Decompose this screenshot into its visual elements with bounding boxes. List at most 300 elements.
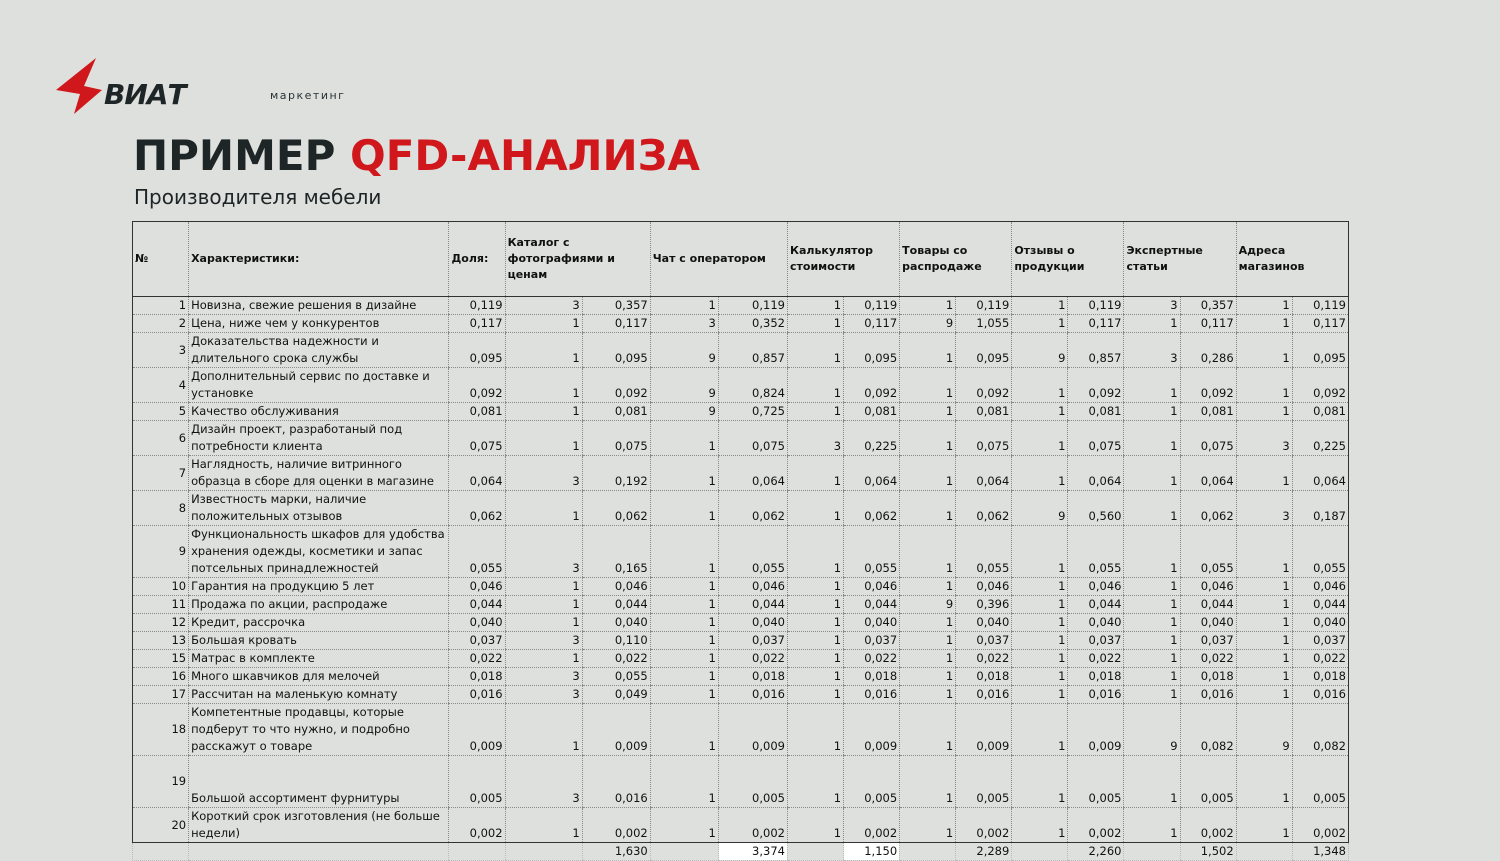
cell-weighted: 0,022	[1068, 650, 1124, 668]
row-characteristic: Большая кровать	[189, 632, 449, 650]
cell-weighted: 0,037	[956, 632, 1012, 650]
cell-score: 1	[787, 756, 843, 808]
cell-weighted: 0,046	[1292, 578, 1348, 596]
totals-row	[133, 843, 1349, 861]
table-row	[133, 668, 1349, 686]
cell-score: 1	[900, 403, 956, 421]
row-number: 18	[133, 704, 189, 756]
cell-weighted: 0,018	[718, 668, 787, 686]
cell-score: 3	[505, 756, 582, 808]
cell-weighted: 0,165	[582, 526, 650, 578]
cell-weighted: 0,040	[956, 614, 1012, 632]
brand-logo	[56, 56, 346, 116]
row-share: 0,022	[449, 650, 505, 668]
brand-name: ВИАТ	[104, 78, 186, 111]
row-number: 16	[133, 668, 189, 686]
cell-weighted: 0,037	[1180, 632, 1236, 650]
totals-empty-cell	[449, 843, 505, 861]
row-characteristic: Компетентные продавцы, которые подберут то что нужно, и подробно расскажут о товаре	[189, 704, 449, 756]
cell-score: 1	[1012, 578, 1068, 596]
total-value: 1,630	[582, 843, 650, 861]
cell-score: 1	[900, 808, 956, 843]
row-share: 0,018	[449, 668, 505, 686]
cell-score: 1	[650, 686, 718, 704]
totals-empty-cell	[505, 843, 582, 861]
header-channel: Чат с оператором	[650, 222, 787, 297]
row-number: 10	[133, 578, 189, 596]
cell-weighted: 0,117	[582, 315, 650, 333]
header-no: №	[133, 222, 189, 297]
cell-weighted: 0,081	[582, 403, 650, 421]
cell-weighted: 0,092	[956, 368, 1012, 403]
cell-score: 1	[1236, 456, 1292, 491]
cell-score: 1	[1012, 596, 1068, 614]
cell-score: 1	[900, 456, 956, 491]
cell-weighted: 0,022	[718, 650, 787, 668]
cell-score: 1	[1236, 650, 1292, 668]
cell-weighted: 0,081	[1292, 403, 1348, 421]
row-share: 0,002	[449, 808, 505, 843]
cell-weighted: 0,002	[718, 808, 787, 843]
cell-weighted: 0,055	[1068, 526, 1124, 578]
table-row	[133, 686, 1349, 704]
table-row	[133, 596, 1349, 614]
brand-tagline: маркетинг	[270, 89, 346, 102]
cell-score: 1	[650, 704, 718, 756]
cell-score: 1	[505, 808, 582, 843]
cell-score: 1	[505, 596, 582, 614]
cell-score: 9	[1236, 704, 1292, 756]
cell-weighted: 0,040	[718, 614, 787, 632]
total-value: 1,150	[844, 843, 900, 861]
cell-weighted: 0,225	[844, 421, 900, 456]
cell-weighted: 0,002	[844, 808, 900, 843]
cell-weighted: 0,062	[956, 491, 1012, 526]
cell-weighted: 0,037	[1292, 632, 1348, 650]
row-share: 0,119	[449, 297, 505, 315]
qfd-table-body	[133, 222, 1349, 861]
cell-score: 1	[1124, 650, 1180, 668]
cell-score: 3	[505, 456, 582, 491]
cell-score: 1	[650, 614, 718, 632]
cell-weighted: 0,117	[1180, 315, 1236, 333]
cell-score: 1	[787, 632, 843, 650]
cell-score: 1	[900, 650, 956, 668]
cell-score: 1	[1124, 578, 1180, 596]
cell-weighted: 0,092	[1180, 368, 1236, 403]
cell-score: 1	[505, 614, 582, 632]
cell-weighted: 0,022	[1180, 650, 1236, 668]
cell-weighted: 0,046	[844, 578, 900, 596]
cell-weighted: 0,016	[1180, 686, 1236, 704]
cell-weighted: 0,005	[844, 756, 900, 808]
cell-score: 1	[1124, 632, 1180, 650]
cell-weighted: 0,009	[844, 704, 900, 756]
cell-score: 3	[505, 297, 582, 315]
cell-weighted: 0,044	[1068, 596, 1124, 614]
cell-score: 1	[1236, 686, 1292, 704]
cell-score: 1	[1012, 686, 1068, 704]
cell-weighted: 0,002	[582, 808, 650, 843]
cell-score: 1	[787, 668, 843, 686]
row-share: 0,009	[449, 704, 505, 756]
brand-arrow-icon	[56, 56, 106, 116]
row-share: 0,064	[449, 456, 505, 491]
cell-score: 1	[1236, 333, 1292, 368]
cell-score: 1	[900, 333, 956, 368]
cell-weighted: 0,075	[582, 421, 650, 456]
totals-empty-cell	[650, 843, 718, 861]
row-share: 0,005	[449, 756, 505, 808]
total-value: 1,502	[1180, 843, 1236, 861]
cell-weighted: 1,055	[956, 315, 1012, 333]
cell-weighted: 0,009	[718, 704, 787, 756]
cell-score: 1	[787, 686, 843, 704]
cell-score: 1	[900, 491, 956, 526]
row-characteristic: Кредит, рассрочка	[189, 614, 449, 632]
cell-weighted: 0,081	[844, 403, 900, 421]
totals-empty-cell	[1012, 843, 1068, 861]
cell-weighted: 0,117	[844, 315, 900, 333]
row-number: 12	[133, 614, 189, 632]
cell-score: 1	[1124, 686, 1180, 704]
cell-weighted: 0,119	[956, 297, 1012, 315]
table-row	[133, 808, 1349, 843]
cell-weighted: 0,064	[1180, 456, 1236, 491]
cell-weighted: 0,095	[1292, 333, 1348, 368]
row-share: 0,046	[449, 578, 505, 596]
cell-weighted: 0,192	[582, 456, 650, 491]
cell-weighted: 0,119	[1292, 297, 1348, 315]
cell-score: 1	[650, 808, 718, 843]
cell-score: 1	[787, 491, 843, 526]
cell-score: 1	[787, 614, 843, 632]
cell-score: 1	[650, 491, 718, 526]
page-title	[133, 131, 700, 181]
cell-weighted: 0,037	[844, 632, 900, 650]
cell-score: 1	[900, 704, 956, 756]
table-row	[133, 632, 1349, 650]
cell-weighted: 0,046	[582, 578, 650, 596]
cell-weighted: 0,117	[1292, 315, 1348, 333]
cell-score: 1	[1012, 668, 1068, 686]
cell-score: 1	[1236, 614, 1292, 632]
cell-score: 1	[1124, 456, 1180, 491]
row-share: 0,095	[449, 333, 505, 368]
row-number: 4	[133, 368, 189, 403]
cell-score: 3	[505, 526, 582, 578]
cell-weighted: 0,064	[1292, 456, 1348, 491]
row-number: 7	[133, 456, 189, 491]
cell-score: 1	[787, 704, 843, 756]
row-share: 0,055	[449, 526, 505, 578]
row-number: 11	[133, 596, 189, 614]
cell-score: 1	[900, 578, 956, 596]
cell-weighted: 0,016	[1292, 686, 1348, 704]
cell-score: 1	[1012, 756, 1068, 808]
cell-score: 1	[1012, 704, 1068, 756]
row-share: 0,040	[449, 614, 505, 632]
cell-weighted: 0,049	[582, 686, 650, 704]
row-characteristic: Наглядность, наличие витринного образца в сборе для оценки в магазине	[189, 456, 449, 491]
cell-score: 1	[787, 596, 843, 614]
row-share: 0,081	[449, 403, 505, 421]
row-characteristic: Большой ассортимент фурнитуры	[189, 756, 449, 808]
cell-weighted: 0,044	[582, 596, 650, 614]
cell-score: 3	[505, 632, 582, 650]
cell-score: 9	[650, 368, 718, 403]
cell-weighted: 0,022	[1292, 650, 1348, 668]
cell-weighted: 0,040	[844, 614, 900, 632]
cell-score: 1	[787, 578, 843, 596]
cell-weighted: 0,055	[718, 526, 787, 578]
cell-weighted: 0,040	[582, 614, 650, 632]
cell-score: 1	[650, 297, 718, 315]
cell-weighted: 0,062	[844, 491, 900, 526]
cell-score: 1	[1012, 421, 1068, 456]
cell-score: 1	[505, 650, 582, 668]
row-share: 0,016	[449, 686, 505, 704]
cell-score: 1	[1124, 421, 1180, 456]
cell-weighted: 0,110	[582, 632, 650, 650]
header-channel: Каталог с фотографиями и ценам	[505, 222, 650, 297]
cell-weighted: 0,119	[1068, 297, 1124, 315]
cell-score: 1	[787, 333, 843, 368]
cell-score: 1	[1012, 403, 1068, 421]
table-row	[133, 403, 1349, 421]
cell-weighted: 0,117	[1068, 315, 1124, 333]
cell-weighted: 0,092	[582, 368, 650, 403]
cell-score: 1	[1012, 614, 1068, 632]
table-row	[133, 526, 1349, 578]
cell-score: 1	[787, 403, 843, 421]
cell-weighted: 0,040	[1180, 614, 1236, 632]
cell-weighted: 0,081	[1068, 403, 1124, 421]
cell-score: 1	[900, 614, 956, 632]
row-characteristic: Функциональность шкафов для удобства хранения одежды, косметики и запас потсельных принадлежностей	[189, 526, 449, 578]
cell-weighted: 0,022	[844, 650, 900, 668]
cell-weighted: 0,725	[718, 403, 787, 421]
cell-weighted: 0,081	[1180, 403, 1236, 421]
cell-score: 1	[787, 297, 843, 315]
page-title-prefix: ПРИМЕР	[133, 131, 336, 180]
totals-empty-cell	[900, 843, 956, 861]
cell-score: 1	[1124, 668, 1180, 686]
table-row	[133, 614, 1349, 632]
cell-weighted: 0,018	[844, 668, 900, 686]
cell-score: 1	[1236, 668, 1292, 686]
cell-score: 1	[1012, 297, 1068, 315]
cell-weighted: 0,286	[1180, 333, 1236, 368]
row-characteristic: Рассчитан на маленькую комнату	[189, 686, 449, 704]
row-characteristic: Много шкавчиков для мелочей	[189, 668, 449, 686]
row-characteristic: Качество обслуживания	[189, 403, 449, 421]
cell-weighted: 0,064	[718, 456, 787, 491]
cell-weighted: 0,095	[582, 333, 650, 368]
cell-score: 1	[1124, 368, 1180, 403]
cell-weighted: 0,064	[844, 456, 900, 491]
row-number: 8	[133, 491, 189, 526]
totals-empty-cell	[787, 843, 843, 861]
cell-score: 1	[1236, 596, 1292, 614]
cell-score: 1	[787, 526, 843, 578]
cell-weighted: 0,016	[718, 686, 787, 704]
cell-score: 1	[900, 526, 956, 578]
total-value: 1,348	[1292, 843, 1348, 861]
cell-score: 3	[787, 421, 843, 456]
cell-weighted: 0,092	[1292, 368, 1348, 403]
header-channel: Адреса магазинов	[1236, 222, 1348, 297]
cell-weighted: 0,046	[1068, 578, 1124, 596]
cell-weighted: 0,055	[956, 526, 1012, 578]
row-number: 2	[133, 315, 189, 333]
row-characteristic: Гарантия на продукцию 5 лет	[189, 578, 449, 596]
row-characteristic: Цена, ниже чем у конкурентов	[189, 315, 449, 333]
cell-score: 1	[900, 756, 956, 808]
table-row	[133, 650, 1349, 668]
table-row	[133, 297, 1349, 315]
cell-score: 1	[505, 315, 582, 333]
cell-weighted: 0,225	[1292, 421, 1348, 456]
total-value: 2,260	[1068, 843, 1124, 861]
table-row	[133, 368, 1349, 403]
cell-weighted: 0,082	[1292, 704, 1348, 756]
cell-score: 1	[650, 650, 718, 668]
cell-score: 1	[787, 650, 843, 668]
cell-score: 1	[1124, 491, 1180, 526]
qfd-table	[132, 221, 1349, 861]
cell-weighted: 0,187	[1292, 491, 1348, 526]
row-number: 3	[133, 333, 189, 368]
cell-score: 1	[1124, 756, 1180, 808]
cell-weighted: 0,016	[956, 686, 1012, 704]
cell-weighted: 0,018	[1180, 668, 1236, 686]
row-share: 0,075	[449, 421, 505, 456]
cell-weighted: 0,044	[1292, 596, 1348, 614]
cell-weighted: 0,018	[1068, 668, 1124, 686]
cell-score: 1	[1236, 297, 1292, 315]
cell-weighted: 0,005	[718, 756, 787, 808]
cell-weighted: 0,002	[956, 808, 1012, 843]
cell-score: 3	[1124, 333, 1180, 368]
cell-weighted: 0,352	[718, 315, 787, 333]
page-subtitle: Производителя мебели	[134, 185, 382, 209]
row-characteristic: Короткий срок изготовления (не больше недели)	[189, 808, 449, 843]
row-number: 6	[133, 421, 189, 456]
cell-weighted: 0,064	[956, 456, 1012, 491]
cell-weighted: 0,002	[1180, 808, 1236, 843]
cell-score: 1	[650, 456, 718, 491]
header-channel: Экспертные статьи	[1124, 222, 1236, 297]
table-row	[133, 421, 1349, 456]
cell-weighted: 0,062	[718, 491, 787, 526]
header-channel: Калькулятор стоимости	[787, 222, 899, 297]
cell-score: 1	[1012, 526, 1068, 578]
cell-weighted: 0,062	[582, 491, 650, 526]
cell-score: 1	[787, 315, 843, 333]
cell-score: 1	[1124, 403, 1180, 421]
header-characteristic: Характеристики:	[189, 222, 449, 297]
cell-score: 1	[650, 756, 718, 808]
cell-weighted: 0,002	[1068, 808, 1124, 843]
cell-weighted: 0,016	[582, 756, 650, 808]
cell-weighted: 0,022	[582, 650, 650, 668]
cell-weighted: 0,009	[1068, 704, 1124, 756]
table-row	[133, 333, 1349, 368]
cell-weighted: 0,857	[718, 333, 787, 368]
cell-score: 1	[1012, 315, 1068, 333]
cell-score: 1	[650, 421, 718, 456]
cell-weighted: 0,055	[582, 668, 650, 686]
cell-weighted: 0,044	[1180, 596, 1236, 614]
cell-score: 9	[1012, 333, 1068, 368]
cell-weighted: 0,037	[718, 632, 787, 650]
table-row	[133, 704, 1349, 756]
row-characteristic: Матрас в комплекте	[189, 650, 449, 668]
cell-score: 3	[1236, 421, 1292, 456]
cell-score: 1	[650, 668, 718, 686]
table-row	[133, 491, 1349, 526]
cell-weighted: 0,044	[844, 596, 900, 614]
cell-weighted: 0,095	[844, 333, 900, 368]
row-share: 0,062	[449, 491, 505, 526]
cell-weighted: 0,037	[1068, 632, 1124, 650]
row-number: 20	[133, 808, 189, 843]
cell-weighted: 0,857	[1068, 333, 1124, 368]
row-characteristic: Дополнительный сервис по доставке и установке	[189, 368, 449, 403]
cell-score: 1	[1124, 808, 1180, 843]
cell-score: 1	[505, 333, 582, 368]
cell-score: 1	[1236, 756, 1292, 808]
cell-score: 1	[505, 368, 582, 403]
row-share: 0,037	[449, 632, 505, 650]
cell-score: 1	[787, 456, 843, 491]
cell-score: 1	[505, 491, 582, 526]
cell-weighted: 0,095	[956, 333, 1012, 368]
cell-score: 1	[1012, 808, 1068, 843]
cell-score: 9	[1012, 491, 1068, 526]
row-characteristic: Доказательства надежности и длительного срока службы	[189, 333, 449, 368]
totals-empty-cell	[189, 843, 449, 861]
cell-score: 9	[900, 596, 956, 614]
row-number: 13	[133, 632, 189, 650]
cell-score: 1	[900, 421, 956, 456]
cell-weighted: 0,396	[956, 596, 1012, 614]
cell-weighted: 0,040	[1292, 614, 1348, 632]
cell-weighted: 0,075	[718, 421, 787, 456]
cell-weighted: 0,055	[1292, 526, 1348, 578]
row-number: 19	[133, 756, 189, 808]
cell-score: 1	[650, 632, 718, 650]
cell-weighted: 0,009	[582, 704, 650, 756]
cell-weighted: 0,044	[718, 596, 787, 614]
row-number: 9	[133, 526, 189, 578]
cell-score: 1	[505, 704, 582, 756]
cell-score: 1	[1236, 315, 1292, 333]
row-characteristic: Продажа по акции, распродаже	[189, 596, 449, 614]
cell-weighted: 0,119	[844, 297, 900, 315]
cell-score: 1	[1236, 632, 1292, 650]
cell-weighted: 0,005	[956, 756, 1012, 808]
cell-score: 1	[1012, 650, 1068, 668]
cell-weighted: 0,046	[956, 578, 1012, 596]
row-share: 0,117	[449, 315, 505, 333]
cell-score: 1	[650, 578, 718, 596]
header-channel: Отзывы о продукции	[1012, 222, 1124, 297]
cell-weighted: 0,018	[956, 668, 1012, 686]
cell-weighted: 0,005	[1292, 756, 1348, 808]
totals-empty-cell	[1124, 843, 1180, 861]
